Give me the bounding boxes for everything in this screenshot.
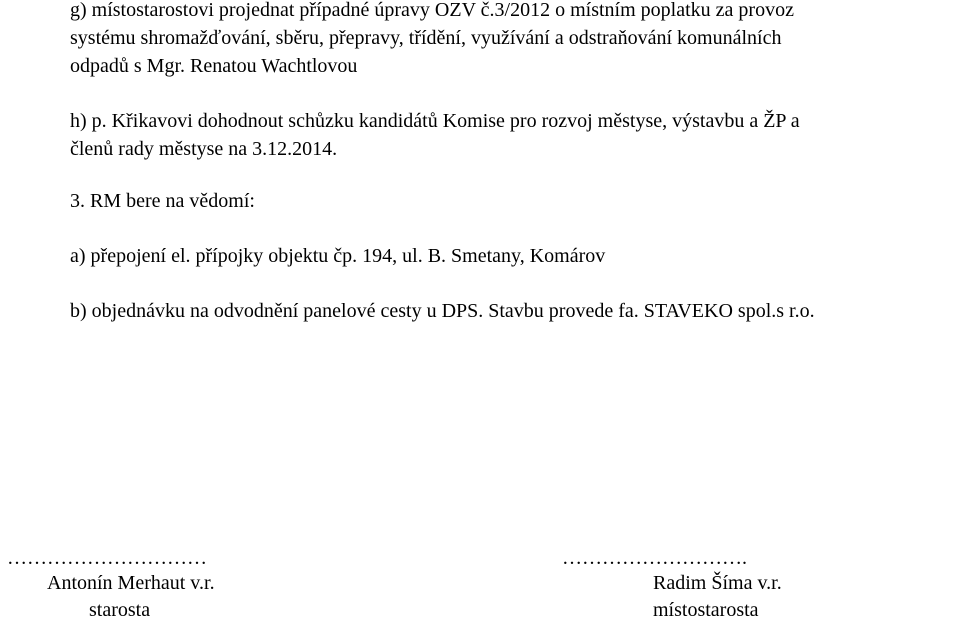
- signature-name-left: Antonín Merhaut v.r.: [47, 572, 215, 594]
- paragraph-h-line-1: h) p. Křikavovi dohodnout schůzku kandidátů Komise pro rozvoj městyse, výstavbu a ŽP a: [70, 110, 800, 132]
- paragraph-g-line-2: systému shromažďování, sběru, přepravy, třídění, využívání a odstraňování komunálních: [70, 27, 782, 49]
- signature-line-right: ……………………….: [562, 547, 747, 569]
- signature-line-left: …………………………: [7, 547, 207, 569]
- section-3-item-a: a) přepojení el. přípojky objektu čp. 194, ul. B. Smetany, Komárov: [70, 245, 606, 267]
- signature-role-left: starosta: [89, 599, 151, 621]
- paragraph-g-line-1: g) místostarostovi projednat případné úpravy OZV č.3/2012 o místním poplatku za provoz: [70, 0, 794, 21]
- paragraph-g-line-3: odpadů s Mgr. Renatou Wachtlovou: [70, 55, 358, 77]
- signature-name-right: Radim Šíma v.r.: [653, 572, 782, 594]
- section-3-item-b: b) objednávku na odvodnění panelové cesty u DPS. Stavbu provede fa. STAVEKO spol.s r.o.: [70, 300, 815, 322]
- paragraph-h-line-2: členů rady městyse na 3.12.2014.: [70, 138, 338, 160]
- signature-role-right: místostarosta: [653, 599, 759, 621]
- section-3-heading: 3. RM bere na vědomí:: [70, 190, 255, 212]
